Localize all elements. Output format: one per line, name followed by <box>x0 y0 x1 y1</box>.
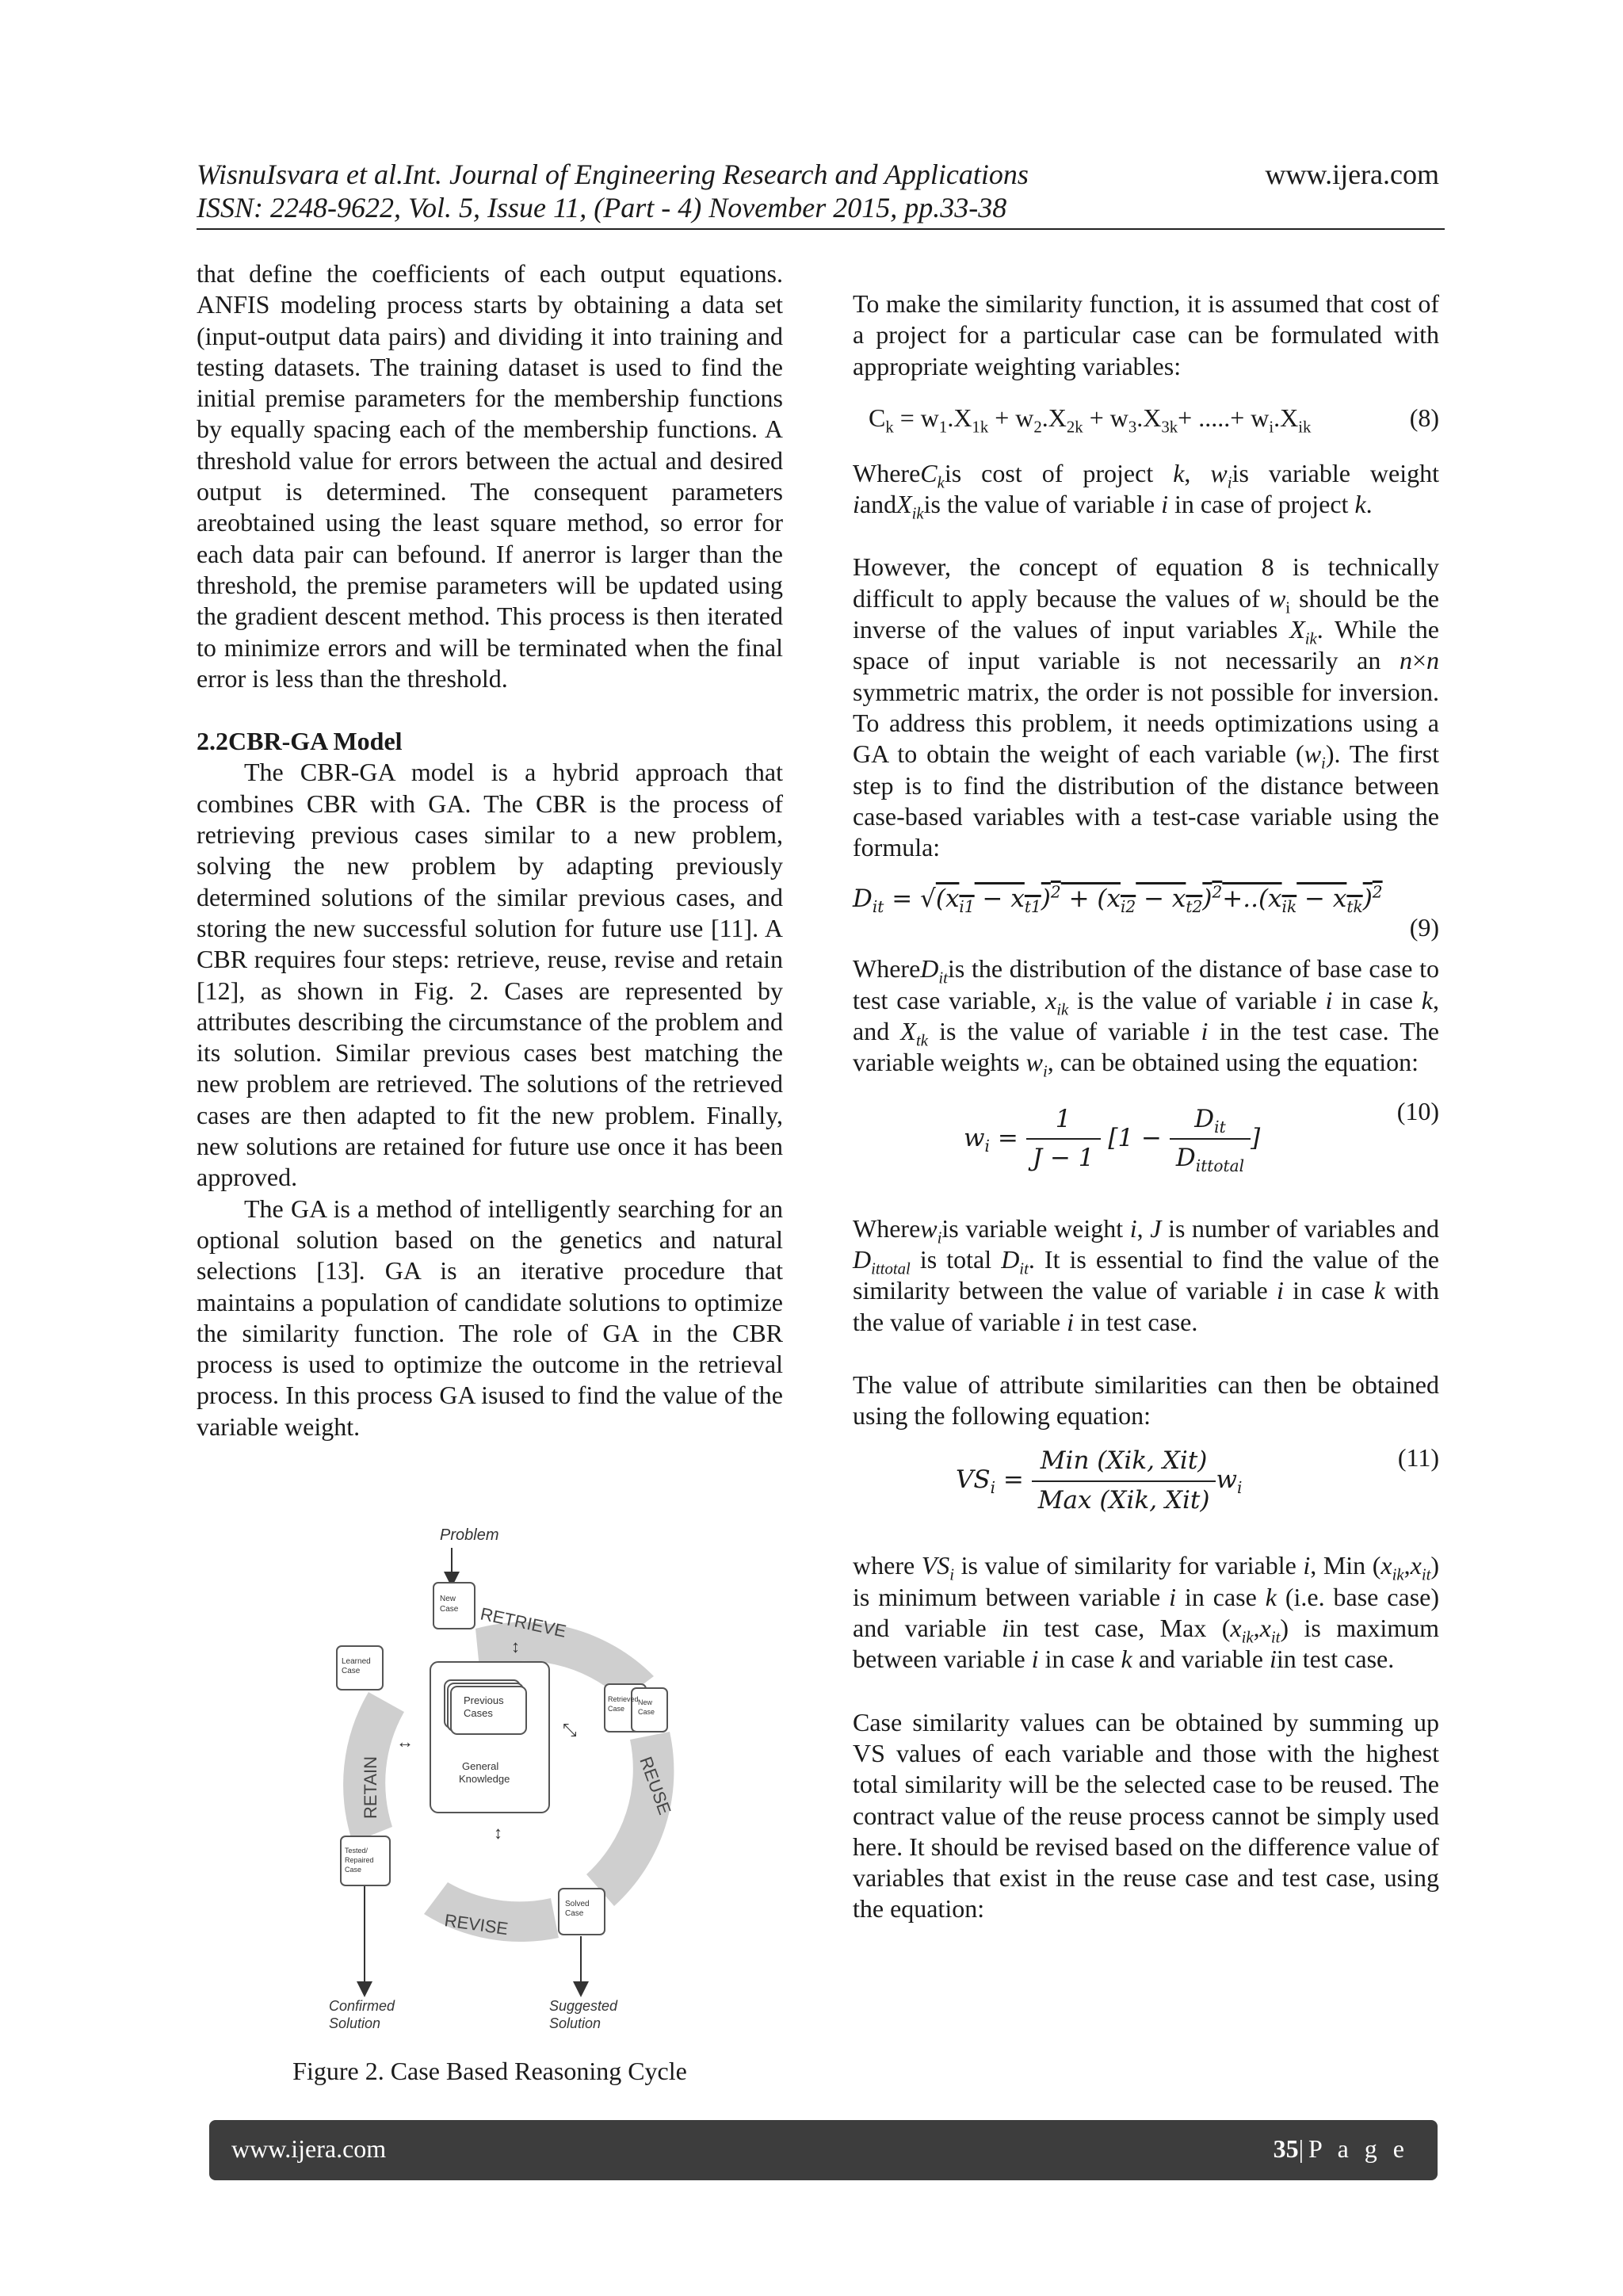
page-number: 35 <box>1273 2134 1299 2163</box>
figure-caption: Figure 2. Case Based Reasoning Cycle <box>292 2057 687 2085</box>
cbr-cycle-diagram <box>297 1526 757 2037</box>
solved-case-label-1: Solved <box>565 1900 590 1908</box>
paragraph-cbr: The CBR-GA model is a hybrid approach that combines CBR with GA. The CBR is the process of retrieving previous cases similar to a new problem, solving the new problem by adapting previously determined solutions of the similar previous cases, and storing the new successful solution for future use [11]. A CBR requires four steps: retrieve, reuse, revise and retain [12], as shown in Fig. 2. Cases are represented by attributes describing the circumstance of the problem and its solution. Similar previous cases best matching the new problem are retrieved. The solutions of the retrieved cases are then adapted to fit the new problem. Finally, new solutions are retained for future use once it has been approved. <box>197 758 783 1192</box>
paragraph-case-similarity: Case similarity values can be obtained by summing up VS values of each variable and those with the highest total similarity will be the selected case to be reused. The contract value of the reuse process cannot be simply used here. It should be revised based on the difference value of variables that exist in the reuse case and test case, using the equation: <box>853 1707 1439 1924</box>
page-label: |P a g e <box>1298 2134 1409 2163</box>
solved-case-label-2: Case <box>565 1909 584 1918</box>
new-case-2-label-1: New <box>638 1698 653 1706</box>
paragraph-similarity-intro: To make the similarity function, it is assumed that cost of a project for a particular case can be formulated with appropriate weighting variables: <box>853 289 1439 380</box>
right-column <box>853 288 1439 1925</box>
retrieved-case-label-2: Case <box>608 1705 625 1713</box>
paragraph-optimization: However, the concept of equation 8 is technically difficult to apply because the values of $w_i$ should be the inverse of the values of input variables $X_{ik}$. While the space of input variable is not necessarily an n×n symmetric matrix, the order is not possible for inversion. To address this problem, it needs optimizations using a GA to obtain the weight of each variable $(w_i)$. The first step is to find the distribution of the distance between case-based variables with a test-case variable using the formula: <box>853 552 1440 862</box>
new-case-label-2: Case <box>440 1605 459 1614</box>
cbr-cycle-figure <box>297 1526 757 2037</box>
previous-cases-label-1: Previous <box>464 1694 504 1706</box>
footer-bar <box>209 2120 1438 2180</box>
paragraph-eq11-where: where $VS_i$ is value of similarity for variable i, Min $(x_{ik},x_{it})$ is minimum between variable i in case k (i.e. base case) and variable iin test case, Max $(x_{ik},x_{it})$ is maximum between variable i in case k and variable iin test case. <box>853 1551 1440 1674</box>
journal-issue: ISSN: 2248-9622, Vol. 5, Issue 11, (Part - 4) November 2015, pp.33-38 <box>197 192 1007 223</box>
equation-10: $w_i$ = $\frac{1}{J - 1}$ [1 − $\frac{D_{it}}{D_{ittotal}}$ ] (10) <box>964 1096 1439 1176</box>
new-case-label-1: New <box>440 1595 456 1603</box>
confirmed-solution-label-2: Solution <box>329 2015 381 2031</box>
footer-page <box>1274 2134 1409 2164</box>
learned-case-label-2: Case <box>342 1667 361 1675</box>
equation-11: $VS_i$ = $\frac{\text{Min (Xik, Xit)}}{\text{Max (Xik, Xit)}}$ $w_i$ (11) <box>853 1441 1439 1536</box>
equation-10-number: (10) <box>1396 1096 1439 1125</box>
previous-cases-label-2: Cases <box>464 1707 493 1719</box>
svg-text:↕: ↕ <box>511 1637 520 1656</box>
problem-label: Problem <box>440 1526 499 1544</box>
header-rule <box>197 228 1445 230</box>
paragraph-eq10-where: Wherew$_i$is variable weight i, J is number of variables and $D_{ittotal}$ is total $D_{it}$. It is essential to find the value of the similarity between the value of variable i in case k with the value of variable i in test case. <box>853 1213 1440 1336</box>
suggested-solution-label-2: Solution <box>549 2015 601 2031</box>
equation-11-number: (11) <box>1397 1443 1439 1473</box>
svg-text:↔: ↔ <box>396 1732 414 1752</box>
footer-url[interactable]: www.ijera.com <box>231 2134 387 2163</box>
equation-9: $D_{it} = √(x_{i1} - x_{t1})^2 + (x_{i2} - x_{t2})^2+..(x_{ik} - x_{tk})^2$ (9) <box>853 877 1439 939</box>
tested-case-label-3: Case <box>345 1866 362 1874</box>
header-url[interactable]: www.ijera.com <box>1265 159 1439 190</box>
confirmed-solution-label-1: Confirmed <box>329 1998 395 2014</box>
general-knowledge-label-1: General <box>462 1760 499 1772</box>
retain-label: RETAIN <box>361 1755 380 1819</box>
revise-label: REVISE <box>443 1910 510 1939</box>
paragraph-eq9-where: WhereD$_{it}$is the distribution of the distance of base case to test case variable, $x_{ik}$ is the value of variable i in case k, and $X_{tk}$ is the value of variable i in the test case. The variable weights $w_i$, can be obtained using the equation: <box>853 954 1439 1081</box>
general-knowledge-label-2: Knowledge <box>459 1773 510 1785</box>
section-title: 2.2CBR-GA Model <box>197 727 403 756</box>
equation-8-number: (8) <box>1409 403 1439 432</box>
retrieve-label: RETRIEVE <box>478 1603 568 1641</box>
tested-case-label-2: Repaired <box>345 1856 374 1864</box>
equation-8: $C_k = w_1.X_{1k} + w_2.X_{2k} + w_3.X_{3k}+$ .....+ $w_i.X_{ik}$ (8) <box>869 403 1439 437</box>
journal-title: WisnuIsvara et al.Int. Journal of Engineering Research and Applications <box>197 159 1029 190</box>
retrieved-case-label-1: Retrieved <box>608 1695 639 1703</box>
paragraph-ga: The GA is a method of intelligently searching for an optional solution based on the genetics and natural selections [13]. GA is an iterative procedure that maintains a population of candidate solutions to optimize the similarity function. The role of GA in the CBR process is used to optimize the outcome in the retrieval process. In this process GA isused to find the value of the variable weight. <box>197 1194 783 1441</box>
new-case-2-label-2: Case <box>638 1708 655 1716</box>
paragraph-eq8-where: WhereC$_k$is cost of project k, $w_iis$ variable weight iandX$_{ik}$is the value of variable i in case of project k. <box>853 458 1440 523</box>
tested-case-label-1: Tested/ <box>345 1847 369 1855</box>
paragraph-anfis: that define the coefficients of each output equations. ANFIS modeling process starts by obtaining a data set (input-output data pairs) and dividing it into training and testing datasets. The training dataset is used to find the initial premise parameters for the membership functions by equally spacing each of the membership functions. A threshold value for errors between the actual and desired output is determined. The consequent parameters areobtained using the least square method, so error for each data pair can befound. If anerror is larger than the threshold, the premise parameters will be updated using the gradient descent method. This process is then iterated to minimize errors and will be terminated when the final error is less than the threshold. <box>197 259 783 693</box>
learned-case-label-1: Learned <box>342 1657 371 1666</box>
equation-9-number: (9) <box>1409 913 1439 942</box>
paragraph-attribute-similarity: The value of attribute similarities can then be obtained using the following equation: <box>853 1370 1439 1431</box>
left-column <box>197 258 783 1442</box>
reuse-arc <box>586 1732 674 1906</box>
svg-text:↕: ↕ <box>494 1823 502 1843</box>
svg-text:⤡: ⤡ <box>563 1720 577 1740</box>
reuse-label: REUSE <box>636 1754 675 1817</box>
suggested-solution-label-1: Suggested <box>549 1998 618 2014</box>
